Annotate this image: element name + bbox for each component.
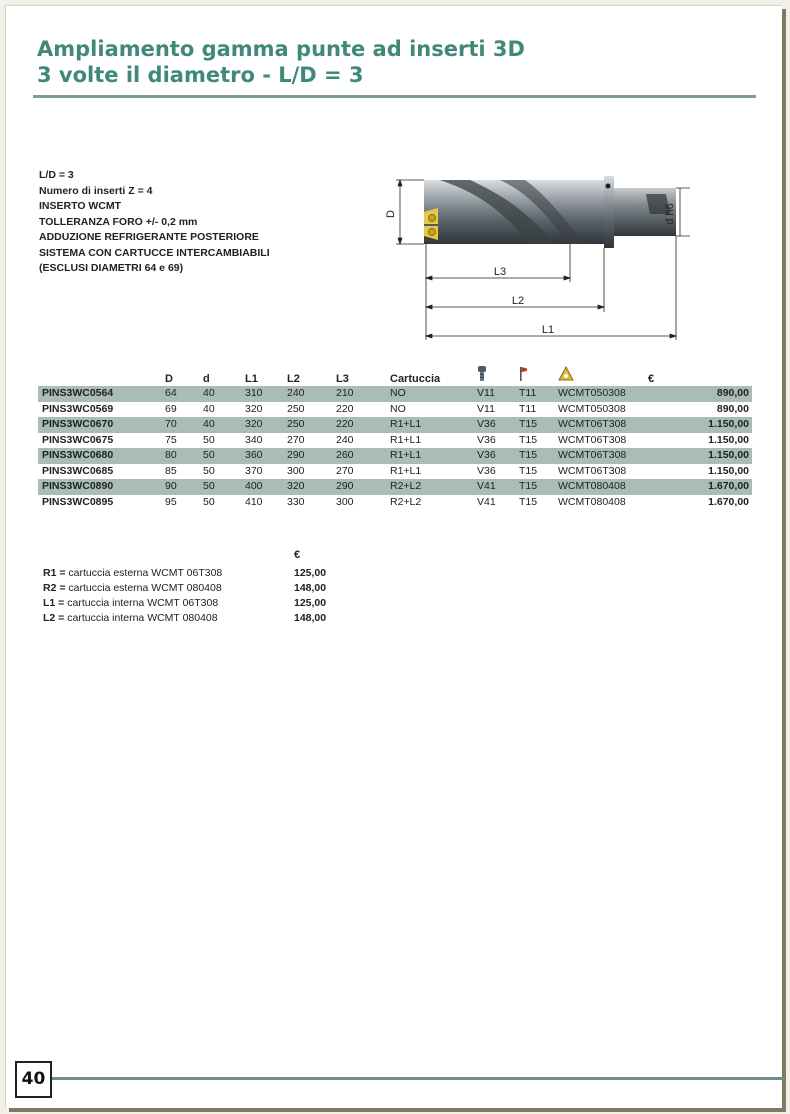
cell-L2: 250	[287, 402, 305, 415]
cell-vite: V36	[477, 433, 496, 446]
title-divider	[33, 95, 756, 98]
legend-desc: cartuccia interna WCMT 080408	[67, 612, 218, 624]
spec-line: SISTEMA CON CARTUCCE INTERCAMBIABILI	[39, 246, 270, 259]
cell-L3: 210	[336, 386, 390, 402]
header-L1: L1	[245, 373, 258, 385]
cell-chiave: T15	[519, 464, 538, 477]
cell-inserto: WCMT080408	[558, 479, 648, 495]
label-D: D	[385, 210, 397, 218]
cell-L3: 240	[336, 433, 354, 446]
header-d: d	[203, 373, 210, 385]
cell-vite: V41	[477, 495, 496, 508]
legend-item	[43, 596, 343, 611]
dimension-dh6	[676, 188, 690, 236]
legend-price: 148,00	[294, 582, 327, 594]
product-table	[38, 364, 752, 510]
dimension-D	[396, 180, 424, 244]
spec-line: INSERTO WCMT	[39, 200, 122, 212]
table-row	[38, 448, 752, 464]
cell-inserto: WCMT06T308	[558, 417, 648, 433]
legend-item	[43, 611, 343, 626]
header-D: D	[165, 373, 173, 385]
table-row	[38, 464, 752, 480]
cell-inserto: WCMT080408	[558, 495, 626, 508]
cell-d: 50	[203, 448, 245, 464]
cell-chiave: T11	[519, 386, 558, 402]
cell-L2: 240	[287, 386, 336, 402]
cell-L3: 300	[336, 495, 354, 508]
cell-chiave: T15	[519, 448, 558, 464]
cell-D: 70	[165, 417, 203, 433]
table-row	[38, 417, 752, 433]
cell-code: PINS3WC0895	[42, 495, 114, 508]
cell-D: 90	[165, 479, 203, 495]
cell-prezzo: 1.150,00	[648, 417, 752, 433]
table-row	[38, 402, 752, 418]
cell-L1: 370	[245, 464, 263, 477]
label-L1: L1	[541, 324, 555, 336]
cell-vite: V11	[477, 402, 495, 415]
label-dh6: d h6	[664, 203, 676, 225]
cell-cartuccia: R1+L1	[390, 464, 422, 477]
cell-L3: 290	[336, 479, 390, 495]
cell-prezzo: 1.150,00	[708, 433, 749, 446]
cell-d: 50	[203, 495, 215, 508]
table-row	[38, 479, 752, 495]
cell-L3: 220	[336, 402, 354, 415]
cell-cartuccia: R1+L1	[390, 448, 477, 464]
cell-L1: 310	[245, 386, 287, 402]
label-L3: L3	[493, 266, 507, 278]
cell-L1: 340	[245, 433, 263, 446]
cell-L2: 330	[287, 495, 305, 508]
cell-d: 40	[203, 417, 245, 433]
cell-D: 69	[165, 402, 177, 415]
cell-vite: V36	[477, 417, 519, 433]
cell-chiave: T15	[519, 479, 558, 495]
cell-code: PINS3WC0670	[38, 417, 165, 433]
cell-L2: 250	[287, 417, 336, 433]
cell-D: 75	[165, 433, 177, 446]
insert-tips	[424, 208, 438, 240]
cell-prezzo: 1.150,00	[648, 448, 752, 464]
page-number: 40	[15, 1061, 52, 1098]
cell-code: PINS3WC0569	[42, 402, 114, 415]
cell-code: PINS3WC0685	[42, 464, 114, 477]
legend-item	[43, 566, 343, 581]
cell-vite: V41	[477, 479, 519, 495]
screw-icon	[477, 364, 519, 386]
title-line-2: 3 volte il diametro - L/D = 3	[37, 63, 364, 87]
header-cartuccia: Cartuccia	[390, 373, 441, 385]
cell-prezzo: 890,00	[648, 386, 752, 402]
cell-d: 50	[203, 433, 215, 446]
legend-desc: cartuccia esterna WCMT 080408	[68, 582, 222, 594]
cell-L2: 320	[287, 479, 336, 495]
cell-D: 85	[165, 464, 177, 477]
drill-body	[424, 176, 676, 248]
cell-L3: 270	[336, 464, 354, 477]
cell-inserto: WCMT050308	[558, 386, 648, 402]
cell-L2: 300	[287, 464, 305, 477]
cell-d: 40	[203, 386, 245, 402]
catalog-page	[5, 5, 782, 1108]
cell-cartuccia: NO	[390, 402, 406, 415]
cell-cartuccia: R2+L2	[390, 495, 422, 508]
cell-L2: 290	[287, 448, 336, 464]
cell-L1: 360	[245, 448, 287, 464]
cell-inserto: WCMT06T308	[558, 448, 648, 464]
legend-code: R2 =	[43, 582, 66, 594]
cell-L1: 410	[245, 495, 263, 508]
legend-price: 125,00	[294, 597, 327, 609]
torx-key-icon	[519, 364, 558, 386]
cell-inserto: WCMT06T308	[558, 433, 627, 446]
header-code	[38, 364, 165, 386]
spec-line: Numero di inserti Z = 4	[39, 184, 153, 197]
cell-L3: 220	[336, 417, 390, 433]
title-line-1: Ampliamento gamma punte ad inserti 3D	[37, 37, 525, 61]
cell-inserto: WCMT050308	[558, 402, 626, 415]
cell-L2: 270	[287, 433, 305, 446]
cell-code: PINS3WC0680	[38, 448, 165, 464]
header-price: €	[648, 373, 655, 385]
legend-desc: cartuccia esterna WCMT 06T308	[68, 567, 223, 579]
cell-d: 50	[203, 479, 245, 495]
spec-line: L/D = 3	[39, 169, 74, 181]
cell-vite: V36	[477, 448, 519, 464]
cell-code: PINS3WC0890	[38, 479, 165, 495]
specs-list	[39, 168, 270, 277]
table-row	[38, 495, 752, 511]
page-title	[37, 36, 525, 88]
cell-D: 64	[165, 386, 203, 402]
spec-line: ADDUZIONE REFRIGERANTE POSTERIORE	[39, 231, 259, 243]
cell-prezzo: 1.670,00	[648, 479, 752, 495]
cell-vite: V36	[477, 464, 496, 477]
cell-code: PINS3WC0564	[38, 386, 165, 402]
spec-line: TOLLERANZA FORO +/- 0,2 mm	[39, 215, 198, 228]
legend-item	[43, 581, 343, 596]
legend-code: L2 =	[43, 612, 65, 624]
cell-inserto: WCMT06T308	[558, 464, 627, 477]
cell-d: 40	[203, 402, 215, 415]
footer-divider	[47, 1077, 785, 1080]
legend-code: R1 =	[43, 567, 66, 579]
cell-prezzo: 1.670,00	[708, 495, 749, 508]
table-row	[38, 386, 752, 402]
spec-line: (ESCLUSI DIAMETRI 64 e 69)	[39, 262, 184, 274]
cell-L1: 320	[245, 417, 287, 433]
cell-chiave: T15	[519, 433, 538, 446]
cell-chiave: T15	[519, 495, 538, 508]
legend-desc: cartuccia interna WCMT 06T308	[67, 597, 219, 609]
header-L2: L2	[287, 373, 300, 385]
drill-drawing	[380, 164, 690, 344]
cell-L3: 260	[336, 448, 390, 464]
cell-cartuccia: R2+L2	[390, 479, 477, 495]
cell-chiave: T15	[519, 417, 558, 433]
legend-price: 148,00	[294, 612, 327, 624]
cell-L1: 400	[245, 479, 287, 495]
cell-vite: V11	[477, 386, 519, 402]
cell-cartuccia: R1+L1	[390, 417, 477, 433]
cell-prezzo: 1.150,00	[708, 464, 749, 477]
legend-currency: €	[294, 549, 301, 561]
table-row	[38, 433, 752, 449]
cell-code: PINS3WC0675	[42, 433, 114, 446]
legend-price: 125,00	[294, 567, 327, 579]
cell-cartuccia: R1+L1	[390, 433, 422, 446]
cell-cartuccia: NO	[390, 386, 477, 402]
legend-code: L1 =	[43, 597, 65, 609]
insert-icon	[558, 364, 648, 386]
label-L2: L2	[511, 295, 525, 307]
cell-d: 50	[203, 464, 215, 477]
cell-prezzo: 890,00	[716, 402, 749, 415]
cell-D: 95	[165, 495, 177, 508]
cell-L1: 320	[245, 402, 263, 415]
header-L3: L3	[336, 373, 349, 385]
cell-chiave: T11	[519, 402, 537, 415]
table-header-row	[38, 364, 752, 386]
cell-D: 80	[165, 448, 203, 464]
